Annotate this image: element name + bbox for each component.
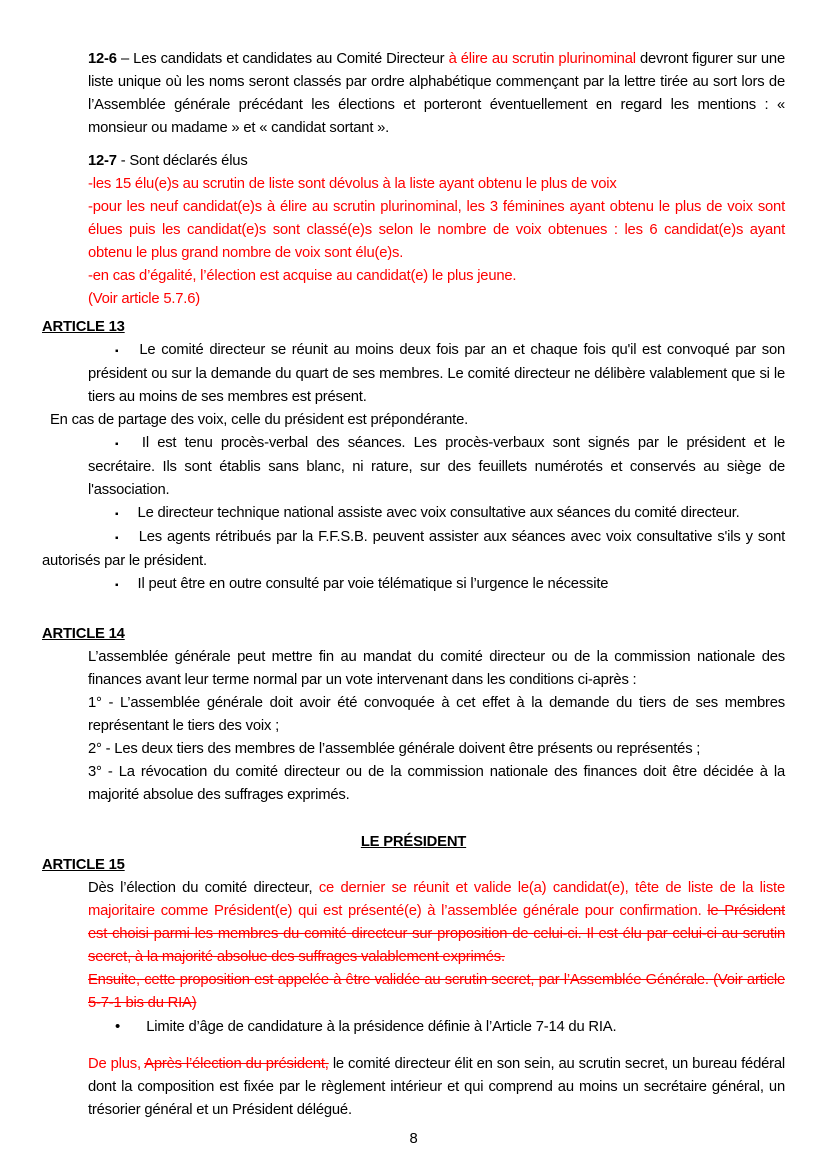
square-bullet-icon: ▪ bbox=[115, 580, 119, 591]
article15-para-ensuite-struck: Ensuite, cette proposition est appelée à être validée au scrutin secret, par l’Assemblée Générale. (Voir article 5-7-1 bis du RIA) bbox=[88, 972, 785, 1011]
article14-item-3: 3° - La révocation du comité directeur ou de la commission nationale des finances doit être décidée à la majorité absolue des suffrages exprimés. bbox=[88, 764, 785, 803]
article-14-heading: ARTICLE 14 bbox=[42, 626, 125, 642]
article-15-heading: ARTICLE 15 bbox=[42, 857, 125, 873]
page-number: 8 bbox=[409, 1131, 418, 1147]
amendment-line-voir-article: (Voir article 5.7.6) bbox=[88, 291, 200, 307]
article15-para-de-plus: De plus, Après l’élection du président, le comité directeur élit en son sein, au scrutin secret, un bureau fédéral dont la composition est fixée par le règlement intérieur et qui comprend au moins un secrétaire général, un trésorier général et un Président délégué. bbox=[88, 1056, 785, 1118]
article13-bullet-item-2 bbox=[88, 432, 785, 502]
amendment-line-egalite: -en cas d’égalité, l’élection est acquise au candidat(e) le plus jeune. bbox=[88, 268, 517, 284]
article13-line-partage-voix: En cas de partage des voix, celle du président est prépondérante. bbox=[50, 412, 469, 428]
bullet-text: Il peut être en outre consulté par voie télématique si l’urgence le nécessite bbox=[137, 576, 609, 592]
square-bullet-icon: ▪ bbox=[115, 533, 120, 544]
amendment-line-plurinominal: -pour les neuf candidat(e)s à élire au scrutin plurinominal, les 3 féminines ayant obtenu le plus de voix sont élues puis les candidat(e)s sont classé(e)s selon le nombre de voix obtenues : les 6 candidat(e)s ayant obtenu le plus grand nombre de voix sont élu(e)s. bbox=[88, 199, 785, 261]
bullet-text: Le comité directeur se réunit au moins deux fois par an et chaque fois qu'il est convoqué par son président ou sur la demande du quart de ses membres. Le comité directeur ne délibère valablement que si le tiers au moins de ses membres est présent. bbox=[88, 342, 786, 405]
bullet-text: Les agents rétribués par la F.F.S.B. peuvent assister aux séances avec voix consultative s'ils y sont autorisés par le président. bbox=[42, 529, 786, 569]
round-bullet-icon: • bbox=[115, 1018, 121, 1035]
article13-bullet-item-3 bbox=[88, 502, 785, 526]
article13-bullet-item-5 bbox=[88, 573, 785, 597]
article14-item-2: 2° - Les deux tiers des membres de l’assemblée générale doivent être présents ou représentés ; bbox=[88, 741, 701, 757]
article13-bullet-item-1 bbox=[88, 339, 785, 409]
article13-bullet-item-4 bbox=[42, 526, 785, 573]
section-title-le-president: LE PRÉSIDENT bbox=[360, 834, 467, 850]
article15-para-election: Dès l’élection du comité directeur, ce dernier se réunit et valide le(a) candidat(e), tête de liste de la liste majoritaire comme Président(e) qui est présenté(e) à l’assemblée générale pour confirmation. le Président est choisi parmi les membres du comité directeur sur proposition de celui-ci. Il est élu par celui-ci au scrutin secret, à la majorité absolue des suffrages valablement exprimés. bbox=[88, 880, 785, 965]
para-12-6: 12-6 – Les candidats et candidates au Comité Directeur à élire au scrutin plurinominal devront figurer sur une liste unique où les noms seront classés par ordre alphabétique commençant par la lettre tirée au sort lors de l’Assemblée générale précédant les élections et porteront éventuellement en regard les mentions : « monsieur ou madame » et « candidat sortant ». bbox=[88, 51, 785, 136]
square-bullet-icon: ▪ bbox=[115, 346, 121, 357]
article-13-heading: ARTICLE 13 bbox=[42, 319, 125, 335]
bullet-text: Il est tenu procès-verbal des séances. Les procès-verbaux sont signés par le président et le secrétaire. Ils sont établis sans blanc, ni rature, sur des feuillets numérotés et conservés au siège de l'association. bbox=[88, 435, 786, 498]
article15-bullet-limite-age bbox=[88, 1015, 785, 1039]
bullet-text: Limite d’âge de candidature à la présidence définie à l’Article 7-14 du RIA. bbox=[146, 1019, 617, 1035]
bullet-text: Le directeur technique national assiste avec voix consultative aux séances du comité directeur. bbox=[137, 505, 740, 521]
square-bullet-icon: ▪ bbox=[115, 439, 123, 450]
para-12-7-heading: 12-7 - Sont déclarés élus bbox=[88, 153, 248, 169]
square-bullet-icon: ▪ bbox=[115, 509, 119, 520]
amendment-line-scrutin-liste: -les 15 élu(e)s au scrutin de liste sont dévolus à la liste ayant obtenu le plus de voix bbox=[88, 176, 617, 192]
article14-item-1: 1° - L’assemblée générale doit avoir été convoquée à cet effet à la demande du tiers de ses membres représentant le tiers des voix ; bbox=[88, 695, 785, 734]
article14-intro: L’assemblée générale peut mettre fin au mandat du comité directeur ou de la commission nationale des finances avant leur terme normal par un vote intervenant dans les conditions ci-après : bbox=[88, 649, 785, 688]
